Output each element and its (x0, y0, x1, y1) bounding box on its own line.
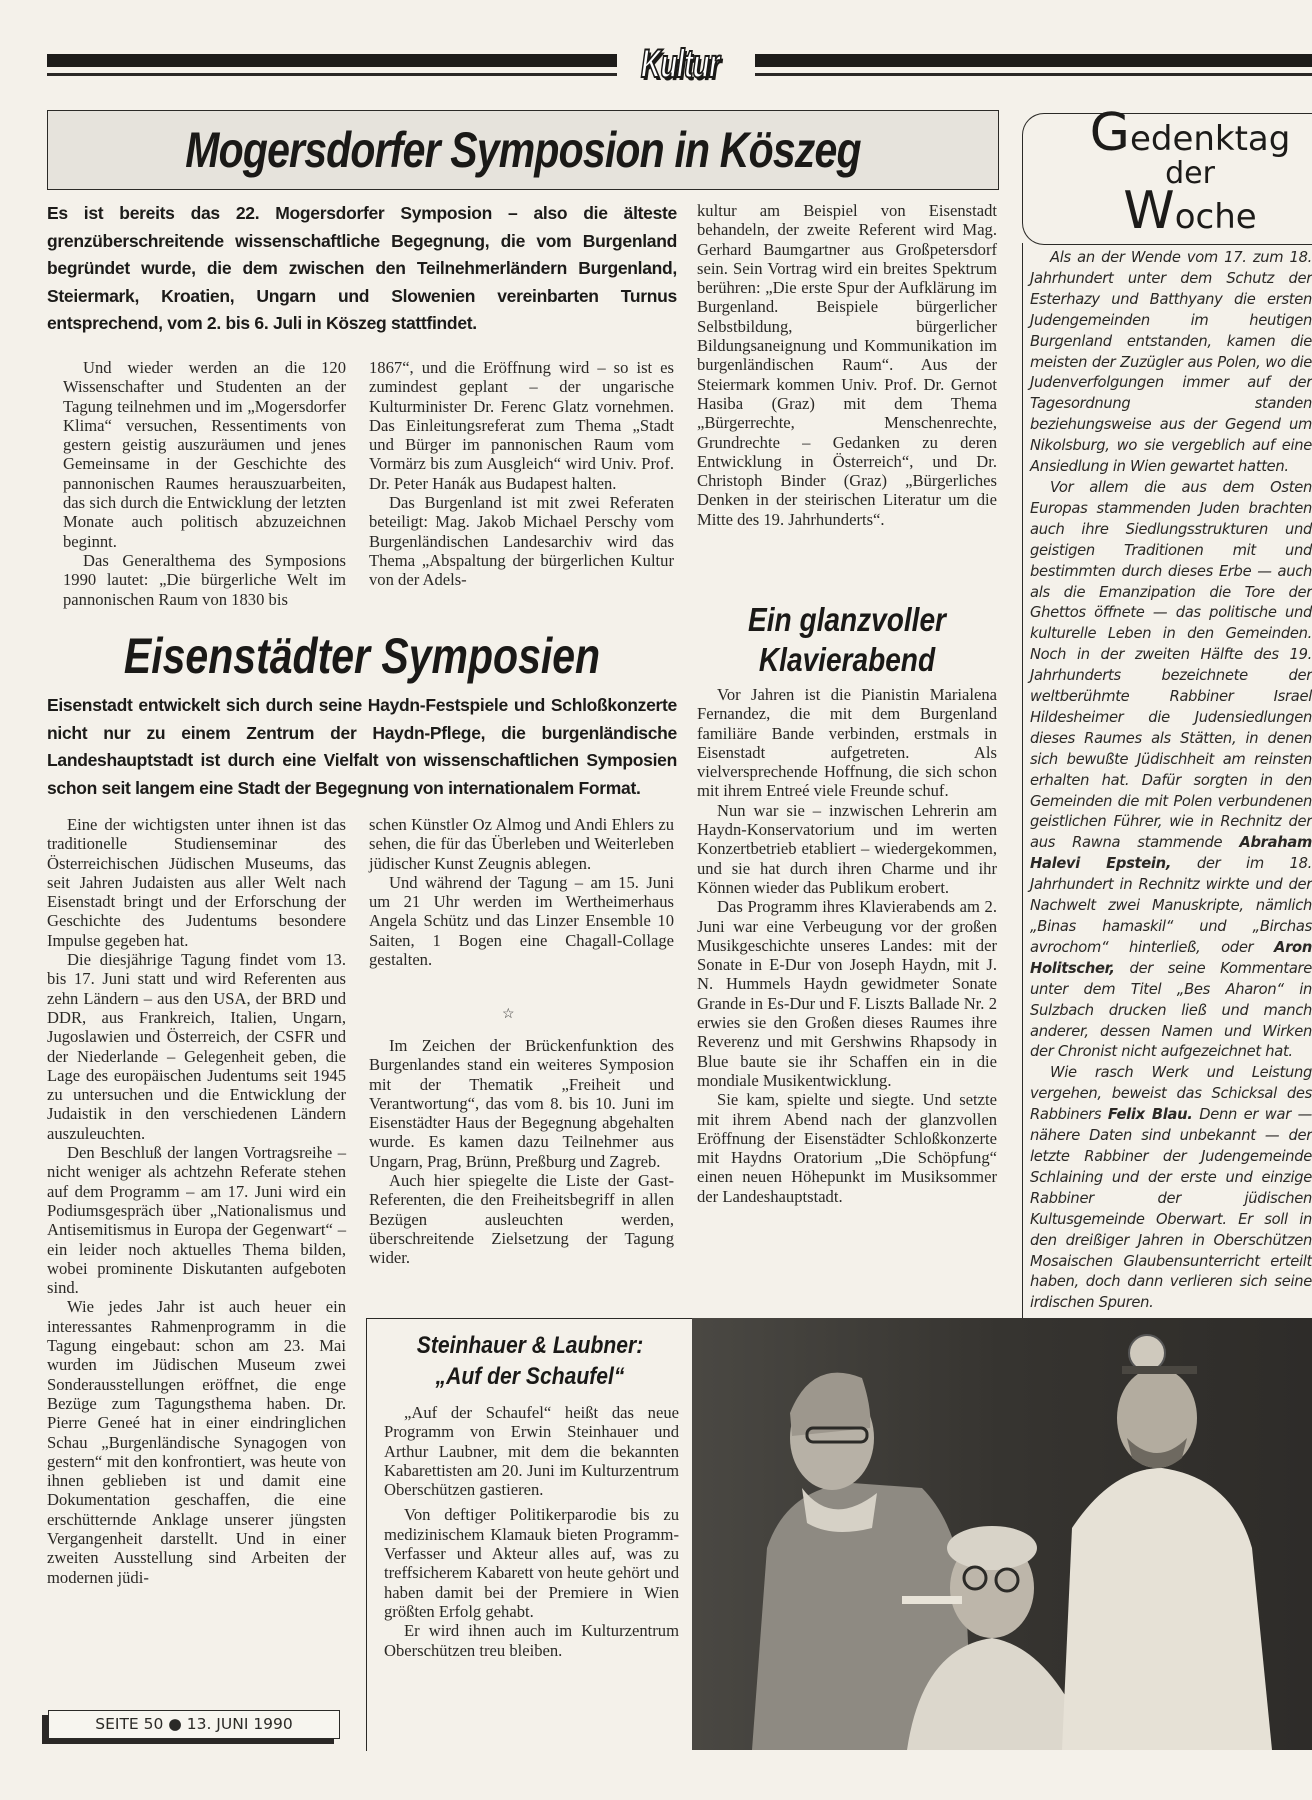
article-title-box (47, 110, 999, 190)
paragraph: Den Beschluß der langen Vortragsreihe – nicht weniger als achtzehn Referate stehen auf dem Programm – am 17. Juni wird ein Podiumsgespräch über „Nationalismus und Antisemitismus in Europa der Gegenwart“ – ein leider noch aktuelles Thema bilden, wobei prominente Diskutanten aufgeboten sind. (47, 1143, 346, 1298)
paragraph: Von deftiger Politikerparodie bis zu medizinischem Klamauk bieten Programm-Verfasser und Akteur alles auf, was zu treffsicherem Kabarett von heute gehört und haben damit bei der Premiere in Wien größten Erfolg gehabt. (384, 1505, 679, 1621)
article-lead: Es ist bereits das 22. Mogersdorfer Symposion – also die älteste grenzüberschreitende wissenschaftliche Begegnung, die vom Burgenland begründet wurde, die dem zwischen den Teilnehmerländern Burgenland, Steiermark, Kroatien, Ungarn und Slowenien vereinbarten Turnus entsprechend, vom 2. bis 6. Juli in Köszeg stattfindet. (47, 203, 677, 333)
article-photo (692, 1318, 1312, 1750)
text: Wie rasch Werk und Leistung vergehen, beweist das Schicksal des Rabbiners (1030, 1064, 1312, 1124)
paragraph (1030, 478, 1312, 1063)
paragraph: Sie kam, spielte und siegte. Und setzte mit ihrem Abend nach der glanzvollen Eröffnung der Eisenstädter Schloßkonzerte mit Haydns Oratorium „Die Schöpfung“ einen neuen Höhepunkt im Musiksommer der Landeshauptstadt. (697, 1090, 997, 1206)
name-highlight: Aron Holitscher, (1030, 938, 1312, 977)
title-line (1060, 181, 1312, 241)
article-column (697, 685, 997, 1206)
title-line: Klavierabend (758, 641, 936, 678)
drop-letter: W (1123, 181, 1175, 241)
article-column (697, 201, 997, 529)
name-highlight: Abraham Halevi Epstein, (1030, 834, 1312, 873)
paragraph: Wie jedes Jahr ist auch heuer ein interessantes Rahmenprogramm in die Tagung eingebaut: schon am 23. Mai wurden im Jüdischen Museum zwei Sonderausstellungen eröffnet, die enge Bezüge zum Tagungsthema haben. Dr. Pierre Geneé hat in einer eindringlichen Schau „Burgenländische Synagogen von gestern“ mit den konfrontiert, was heute von ihnen geblieben ist und damit eine Dokumentation geschaffen, die eine erschütternde Anklage unserer jüngsten Vergangenheit darstellt. Und in einer zweiten Ausstellung sind Arbeiten der modernen jüdi- (47, 1297, 346, 1587)
article-column (369, 358, 674, 590)
header-rule-right-thin (755, 73, 1312, 76)
paragraph: schen Künstler Oz Almog und Andi Ehlers zu sehen, die für das Überleben und Weiterleben jüdischer Kunst Zeugnis ablegen. (369, 815, 674, 873)
sidebar-title (1060, 103, 1312, 241)
paragraph (1030, 1063, 1312, 1314)
header-rule-left-thin (47, 73, 617, 76)
title-line: Ein glanzvoller (748, 601, 946, 638)
paragraph: Und während der Tagung – am 15. Juni um 21 Uhr werden im Wertheimerhaus Angela Schütz und das Linzer Ensemble 10 Saiten, 1 Bogen eine Chagall-Collage gestalten. (369, 872, 674, 970)
article-title (720, 600, 975, 680)
header-rule-left (47, 54, 617, 67)
title-line: der (1165, 156, 1215, 191)
paragraph: 1867“, und die Eröffnung wird – so ist es zumindest geplant – der ungarische Kulturminister Dr. Ferenc Glatz vornehmen. Das Einleitungsreferat zum Thema „Stadt und Bürger im pannonischen Raum vom Vormärz bis zum Ausgleich“ wird Univ. Prof. Dr. Peter Hanák aus Budapest halten. (369, 358, 674, 493)
paragraph: Vor Jahren ist die Pianistin Marialena Fernandez, die mit dem Burgenland familiäre Bande verbinden, erstmals in Eisenstadt aufgetreten. Als vielversprechende Hoffnung, die sich schon mit ihrem Entreé viele Freunde schuf. (697, 685, 997, 801)
title-text: oche (1174, 197, 1257, 237)
article-column (63, 358, 346, 609)
paragraph: Die diesjährige Tagung findet vom 13. bis 17. Juni statt und wird Referenten aus zehn Ländern – aus den USA, der BRD und DDR, aus Frankreich, Italien, Ungarn, Jugoslawien und Österreich, der CSFR und der Niederlande – Gelegenheit geben, die Lage des europäischen Judentums seit 1945 zu untersuchen und die Entwicklung der Judaistik in den verschiedenen Ländern auszuleuchten. (47, 950, 346, 1143)
page-footer: SEITE 50 ● 13. JUNI 1990 (48, 1710, 340, 1739)
article-title: Eisenstädter Symposien (123, 628, 601, 684)
paragraph: Das Burgenland ist mit zwei Referaten beteiligt: Mag. Jakob Michael Perschy vom Burgenländischen Landesarchiv wird das Thema „Abspaltung der bürgerlichen Kultur von der Adels- (369, 493, 674, 590)
paragraph: kultur am Beispiel von Eisenstadt behandeln, der zweite Referent wird Mag. Gerhard Baumgartner aus Großpetersdorf sein. Sein Vortrag wird ein breites Spektrum berühren: „Die erste Spur der Aufklärung im Burgenland. Beispiele bürgerlicher Selbstbildung, bürgerlicher Bildungsaneignung und Kommunikation im burgenländischen Raum“. Aus der Steiermark kommen Univ. Prof. Dr. Gernot Hasiba (Graz) mit dem Thema „Bürgerrechte, Menschenrechte, Grundrechte – Gedanken zu deren Entwicklung in Österreich“, und Dr. Christoph Binder (Graz) „Bürgerliches Denken in der steirischen Literatur um die Mitte des 19. Jahrhunderts“. (697, 201, 997, 529)
drop-letter: G (1089, 103, 1130, 163)
photo-image (692, 1318, 1312, 1750)
section-label: Kultur (640, 42, 720, 86)
text: der seine Kommentare unter dem Titel „Bes Aharon“ in Sulzbach drucken ließ und manch anderer, dessen Namen und Wirken der Chronist nicht aufgezeichnet hat. (1030, 959, 1312, 1061)
title-line: Steinhauer & Laubner: (416, 1332, 644, 1359)
paragraph: Im Zeichen der Brückenfunktion des Burgenlandes stand ein weiteres Symposion mit der Thematik „Freiheit und Verantwortung“, das vom 8. bis 10. Juni im Eisenstädter Haus der Begegnung abgehalten wurde. Es kamen dazu Teilnehmer aus Ungarn, Prag, Brünn, Preßburg und Zagreb. (369, 1036, 674, 1171)
article-lead: Eisenstadt entwickelt sich durch seine Haydn-Festspiele und Schloßkonzerte nicht nur zu einem Zentrum der Haydn-Pflege, die burgenländische Landeshauptstadt ist durch eine Vielfalt von wissenschaftlichen Symposien schon seit langem eine Stadt der Begegnung von internationalem Format. (47, 695, 677, 798)
text: Denn er war — nähere Daten sind unbekannt — der letzte Rabbiner der Judengemeinde Schlaining und der erste und einzige Rabbiner der jüdischen Kultusgemeinde Oberwart. Er soll in den dreißiger Jahren in Oberschützen Mosaischen Glaubensunterricht erteilt haben, doch dann verlieren sich seine irdischen Spuren. (1030, 1106, 1312, 1312)
paragraph: „Auf der Schaufel“ heißt das neue Programm von Erwin Steinhauer und Arthur Laubner, mit dem die bekannten Kabarettisten am 20. Juni im Kulturzentrum Oberschützen gastieren. (384, 1403, 679, 1500)
title-line: „Auf der Schaufel“ (435, 1363, 625, 1390)
text: der im 18. Jahrhundert in Rechnitz wirkte und der Nachwelt zwei Manuskripte, nämlich „Binas hamaskil“ und „Birchas avrochom“ hinterließ, oder (1030, 855, 1312, 956)
article-title: Mogersdorfer Symposion in Köszeg (185, 122, 861, 178)
paragraph: Auch hier spiegelte die Liste der Gast-Referenten, die den Freiheitsbegriff in allen Bezügen ausleuchten werden, überschreitende Zielsetzung der Tagung wider. (369, 1171, 674, 1268)
paragraph: Nun war sie – inzwischen Lehrerin am Haydn-Konservatorium und im werten Konzertbetrieb etabliert – wiedergekommen, und sie hat durch ihren Charme und ihr Können wieder das Publikum erobert. (697, 800, 997, 897)
star-separator: ☆ (502, 1007, 515, 1022)
article-column (384, 1403, 679, 1660)
article-column (369, 1036, 674, 1268)
article-column (369, 815, 674, 969)
paragraph: Das Generalthema des Symposions 1990 lautet: „Die bürgerliche Welt im pannonischen Raum von 1830 bis (63, 550, 346, 609)
title-text: edenktag (1129, 119, 1291, 159)
header-rule-right (755, 54, 1312, 67)
paragraph: Als an der Wende vom 17. zum 18. Jahrhundert unter dem Schutz der Esterhazy und Batthyany die ersten Judengemeinden im heutigen Burgenland entstanden, kamen die meisten der Zuzügler aus Polen, wo die Judenverfolgungen immer auf der Tagesordnung standen beziehungsweise aus der Gegend um Nikolsburg, wo sie vergeblich auf eine Ansiedlung in Wien gewartet hatten. (1030, 249, 1312, 476)
article-title (389, 1330, 671, 1392)
name-highlight: Felix Blau. (1107, 1106, 1193, 1124)
title-line (1060, 103, 1312, 163)
paragraph: Das Programm ihres Klavierabends am 2. Juni war eine Verbeugung vor der großen Musikgeschichte unseres Landes: mit der Sonate in E-Dur von Joseph Haydn, mit J. N. Hummels Haydn gewidmeter Sonate Grande in Es-Dur und F. Liszts Ballade Nr. 2 erwies sie den Großen dieses Raumes ihre Reverenz und mit Gershwins Rhapsody in Blue baute sie ihr Schaffen ein in die mondiale Musikentwicklung. (697, 897, 997, 1090)
article-column (47, 815, 346, 1587)
sidebar-text (1030, 248, 1312, 1314)
text: Vor allem die aus dem Osten Europas stammenden Juden brachten auch ihre Siedlungsstrukturen und geistigen Traditionen mit und bestimmten durch dieses Erbe — auch als die Emanzipation die Tore der Ghettos öffnete — das politische und kulturelle Leben in den Gemeinden. Noch in der zweiten Hälfte des 19. Jahrhunderts bezeichnete der weltberühmte Rabbiner Israel Hildesheimer die Judensiedlungen dieses Raumes als Stätten, in denen sich bewußte Jüdischheit am reinsten erhalten hat. Dafür sorgten in den Gemeinden die mit Polen verbundenen geistlichen Führer, wie in Rechnitz der aus Rawna stammende (1030, 478, 1312, 852)
paragraph: Er wird ihnen auch im Kulturzentrum Oberschützen treu bleiben. (384, 1621, 679, 1660)
paragraph: Und wieder werden an die 120 Wissenschafter und Studenten an der Tagung teilnehmen und im „Mogersdorfer Klima“ versuchen, Ressentiments von gestern geistig auszuräumen und jenes Gemeinsame in der Geschichte des pannonischen Raumes herauszuarbeiten, das sich durch die Entwicklung der letzten Monate auch politisch abzuzeichnen beginnt. (63, 358, 346, 551)
paragraph: Eine der wichtigsten unter ihnen ist das traditionelle Studienseminar des Österreichischen Jüdischen Museums, das seit Jahren Judaisten aus aller Welt nach Eisenstadt bringt und der Erforschung der Geschichte des Judentums besondere Impulse gegeben hat. (47, 815, 346, 950)
